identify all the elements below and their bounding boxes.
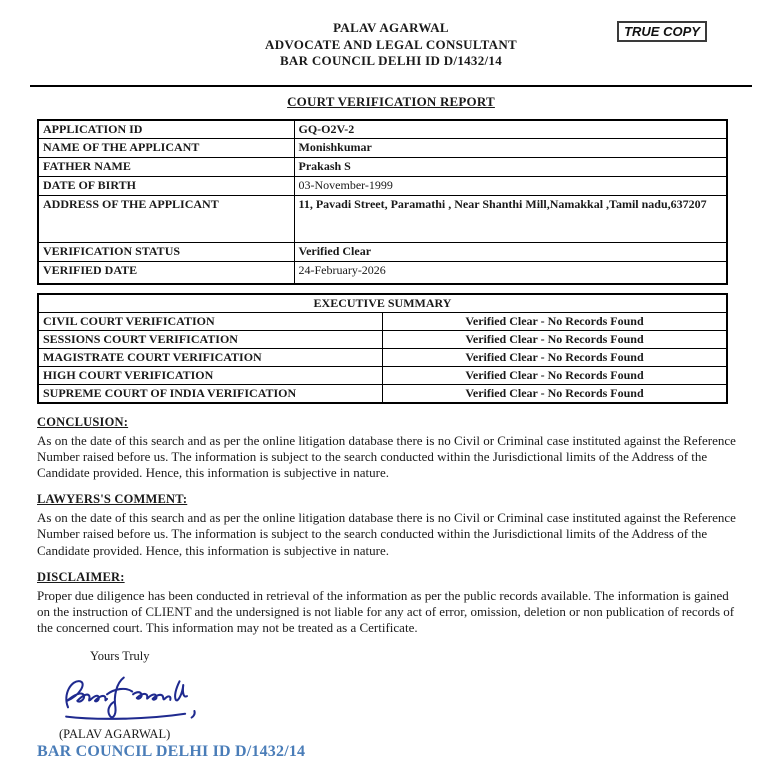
row-label: FATHER NAME [38, 158, 294, 177]
row-label: APPLICATION ID [38, 120, 294, 139]
table-row [38, 120, 727, 139]
lawyers-comment-text: As on the date of this search and as per the online litigation database there is no Civil or Criminal case instituted against the Reference Number raised before us. The information is subject to the search conducted within the Jurisdictional limits of the Address of the Candidate provided. Hence, this information is subjective in nature. [37, 510, 736, 558]
row-value: Verified Clear - No Records Found [383, 384, 728, 403]
salutation: Yours Truly [90, 649, 150, 664]
disclaimer-text: Proper due diligence has been conducted in retrieval of the information as per the public records available. The information is gained on the instruction of CLIENT and the undersigned is not liable for any act of error, omission, deletion or non publication of records of the concerned court. This information may not be treated as a Certificate. [37, 587, 735, 636]
table-row [38, 243, 727, 262]
lawyers-comment-section [37, 492, 745, 559]
row-value: Prakash S [294, 158, 727, 177]
executive-summary-title: EXECUTIVE SUMMARY [38, 294, 727, 313]
row-label: HIGH COURT VERIFICATION [38, 366, 383, 384]
header-divider [30, 85, 752, 87]
row-value: Verified Clear - No Records Found [383, 366, 728, 384]
table-row [38, 177, 727, 196]
table-row [38, 366, 727, 384]
true-copy-stamp [617, 21, 707, 42]
row-value: Verified Clear - No Records Found [383, 312, 728, 330]
row-label: DATE OF BIRTH [38, 177, 294, 196]
conclusion-section [37, 415, 745, 482]
table-row [38, 139, 727, 158]
row-value: GQ-O2V-2 [294, 120, 727, 139]
row-value: Monishkumar [294, 139, 727, 158]
row-label: SUPREME COURT OF INDIA VERIFICATION [38, 384, 383, 403]
table-row [38, 384, 727, 403]
page-title: COURT VERIFICATION REPORT [287, 93, 495, 109]
executive-summary-table [37, 293, 728, 404]
lawyers-comment-heading: LAWYERS'S COMMENT: [37, 492, 188, 507]
table-row [38, 312, 727, 330]
bar-council-id-footer: BAR COUNCIL DELHI ID D/1432/14 [37, 743, 306, 761]
row-label: CIVIL COURT VERIFICATION [38, 312, 383, 330]
handwritten-signature-icon [55, 670, 213, 726]
advocate-name: PALAV AGARWAL [333, 20, 449, 35]
row-value: Verified Clear [294, 243, 727, 262]
advocate-designation: ADVOCATE AND LEGAL CONSULTANT [265, 36, 517, 52]
table-row [38, 196, 727, 243]
row-value: 24-February-2026 [294, 262, 727, 284]
row-value: Verified Clear - No Records Found [383, 330, 728, 348]
signature-block [37, 649, 745, 761]
row-value: 03-November-1999 [294, 177, 727, 196]
conclusion-heading: CONCLUSION: [37, 414, 129, 429]
table-row [38, 330, 727, 348]
table-row [38, 348, 727, 366]
row-label: VERIFICATION STATUS [38, 243, 294, 262]
table-row [38, 262, 727, 284]
table-row [38, 158, 727, 177]
bar-council-id-header: BAR COUNCIL DELHI ID D/1432/14 [279, 53, 503, 68]
row-value: Verified Clear - No Records Found [383, 348, 728, 366]
row-label: NAME OF THE APPLICANT [38, 139, 294, 158]
table-header-row [38, 294, 727, 313]
row-label: VERIFIED DATE [38, 262, 294, 284]
row-label: SESSIONS COURT VERIFICATION [38, 330, 383, 348]
disclaimer-heading: DISCLAIMER: [37, 569, 125, 584]
row-label: ADDRESS OF THE APPLICANT [38, 196, 294, 243]
row-value: 11, Pavadi Street, Paramathi , Near Shanthi Mill,Namakkal ,Tamil nadu,637207 [294, 196, 727, 243]
row-label: MAGISTRATE COURT VERIFICATION [38, 348, 383, 366]
disclaimer-section [37, 570, 745, 637]
conclusion-text: As on the date of this search and as per the online litigation database there is no Civil or Criminal case instituted against the Reference Number raised before us. The information is subject to the search conducted within the Jurisdictional limits of the Address of the Candidate provided. Hence, this information is subjective in nature. [37, 432, 736, 480]
applicant-details-table [37, 119, 728, 285]
true-copy-label: TRUE COPY [624, 24, 700, 39]
signatory-name: (PALAV AGARWAL) [59, 727, 171, 742]
